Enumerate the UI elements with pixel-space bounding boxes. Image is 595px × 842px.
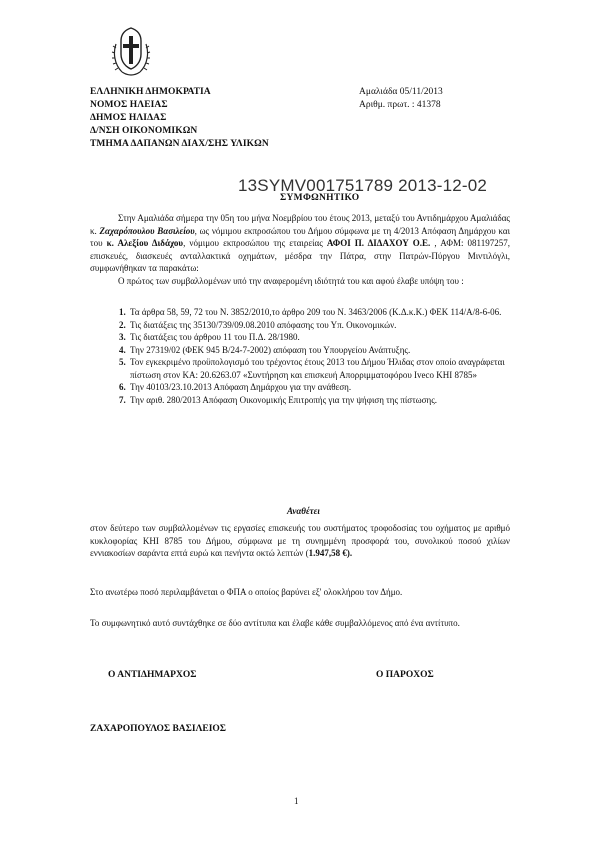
signature-provider: Ο ΠΑΡΟΧΟΣ: [376, 670, 434, 680]
assignment-paragraph: [90, 522, 510, 560]
document-title: ΣΥΜΦΩΝΗΤΙΚΟ: [280, 193, 360, 203]
header-line: ΤΜΗΜΑ ΔΑΠΑΝΩΝ ΔΙΑΧ/ΣΗΣ ΥΛΙΚΩΝ: [90, 139, 269, 149]
header-line: Δ/ΝΣΗ ΟΙΚΟΝΟΜΙΚΩΝ: [90, 126, 198, 136]
list-item: 5. Τον εγκεκριμένο προϋπολογισμό του τρέχοντος έτους 2013 του Δήμου Ήλιδας στον οποίο αναγράφεται πίστωση στον ΚΑ: 20.6263.07 «Συντήρηση και επισκευή Απορριμματοφόρου Iveco ΚΗΙ 8785»: [128, 356, 528, 381]
considerations-list: [106, 306, 528, 406]
intro-text: , νόμιμου εκπροσώπου της εταιρείας: [183, 238, 327, 248]
list-item: 2. Τις διατάξεις της 35130/739/09.08.2010 απόφασης του Υπ. Οικονομικών.: [128, 319, 528, 332]
list-item: 4. Την 27319/02 (ΦΕΚ 945 Β/24-7-2002) απόφαση του Υπουργείου Ανάπτυξης.: [128, 344, 528, 357]
intro-considering: Ο πρώτος των συμβαλλομένων υπό την αναφερομένη ιδιότητά του και αφού έλαβε υπόψη του :: [118, 275, 464, 286]
amount: 1.947,58 €).: [308, 548, 353, 558]
signature-deputy-mayor: Ο ΑΝΤΙΔΗΜΑΡΧΟΣ: [108, 670, 197, 680]
signatory-name: ΖΑΧΑΡΟΠΟΥΛΟΣ ΒΑΣΙΛΕΙΟΣ: [90, 724, 227, 734]
vat-paragraph: Στο ανωτέρω ποσό περιλαμβάνεται ο ΦΠΑ ο οποίος βαρύνει εξ' ολοκλήρου τον Δήμο.: [90, 587, 403, 597]
protocol-number: Αριθμ. πρωτ. : 41378: [359, 100, 441, 110]
intro-paragraph: [90, 212, 510, 287]
issuer-header: [90, 86, 269, 151]
contractor-person: κ. Αλεξίου Διδάχου: [106, 238, 184, 248]
assign-heading: Αναθέτει: [287, 506, 320, 516]
list-item: 3. Τις διατάξεις του άρθρου 11 του Π.Δ. 28/1980.: [128, 331, 528, 344]
intro-text: , ΑΦΜ: 081197257, επισκευές, διασκευές ανταλλακτικά οχημάτων, μέσδρα την Πάτρα, στην Πατρών-Πύργου Μιντιλόγλι, συμφωνήθηκαν τα παρακάτω:: [90, 238, 510, 273]
date-protocol: [359, 86, 443, 112]
header-line: ΕΛΛΗΝΙΚΗ ΔΗΜΟΚΡΑΤΙΑ: [90, 87, 211, 97]
header-line: ΔΗΜΟΣ ΗΛΙΔΑΣ: [90, 113, 167, 123]
ada-stamp: 13SYMV001751789 2013-12-02: [238, 176, 488, 195]
document-date: Αμαλιάδα 05/11/2013: [359, 87, 443, 97]
list-item: 7. Την αριθ. 280/2013 Απόφαση Οικονομικής Επιτροπής για την ψήφιση της πίστωσης.: [128, 394, 528, 407]
deputy-mayor-name: Ζαχαρόπουλου Βασιλείου: [99, 225, 195, 236]
page-number: 1: [294, 796, 299, 806]
list-item: 1. Τα άρθρα 58, 59, 72 του Ν. 3852/2010,το άρθρο 209 του Ν. 3463/2006 (Κ.Δ.κ.Κ.) ΦΕΚ 114/Α/8-6-06.: [128, 306, 528, 319]
greek-emblem-icon: [110, 22, 152, 80]
assignment-text: στον δεύτερο των συμβαλλομένων τις εργασίες επισκευής του συστήματος τροφοδοσίας του οχήματος με αριθμό κυκλοφορίας ΚΗΙ 8785 του Δήμου, σύμφωνα με τη συνημμένη προσφορά του, συνολικού ποσού χιλίων εννιακοσίων σαράντα επτά ευρώ και πενήντα οκτώ λεπτών (: [90, 523, 510, 558]
closing-paragraph: Το συμφωνητικό αυτό συντάχθηκε σε δύο αντίτυπα και έλαβε κάθε συμβαλλόμενος από ένα αντίτυπο.: [90, 618, 460, 628]
company-name: ΑΦΟΙ Π. ΔΙΔΑΧΟΥ Ο.Ε.: [326, 238, 431, 248]
intro-text: , ως νόμιμου εκπροσώπου του Δήμου σύμφωνα με τη 4/2013 Απόφαση Δημάρχου και του: [90, 225, 510, 248]
intro-text: Στην Αμαλιάδα σήμερα την 05η του μήνα Νοεμβρίου του έτους 2013, μεταξύ του Αντιδημάρχου Αμαλιάδας κ.: [90, 213, 510, 236]
list-item: 6. Την 40103/23.10.2013 Απόφαση Δημάρχου για την ανάθεση.: [128, 381, 528, 394]
header-line: ΝΟΜΟΣ ΗΛΕΙΑΣ: [90, 100, 168, 110]
